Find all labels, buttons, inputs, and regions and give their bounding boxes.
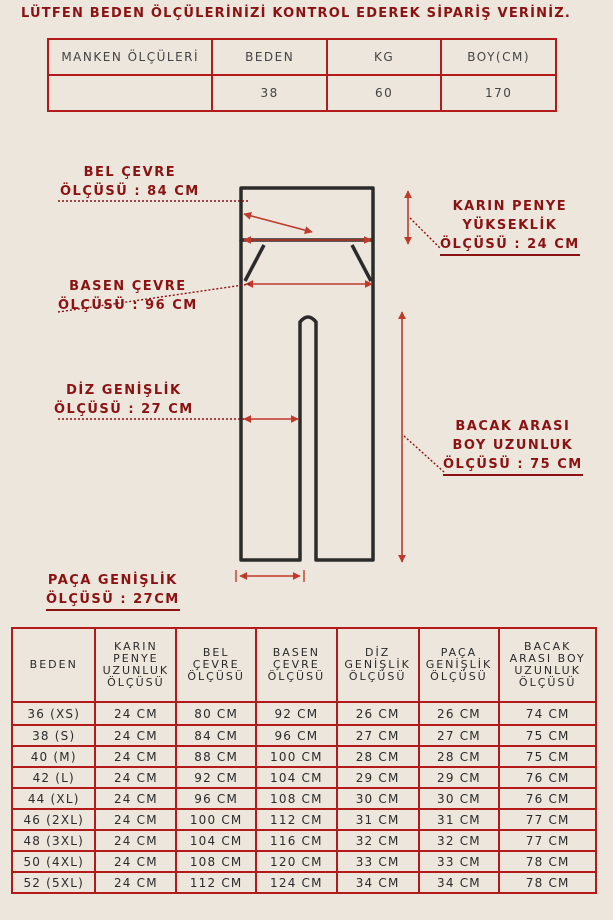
size-value-cell: 96 CM [176, 788, 256, 809]
mannequin-header-cell: BOY(CM) [441, 39, 556, 75]
size-value-cell: 24 CM [95, 851, 176, 872]
size-value-cell: 28 CM [337, 746, 419, 767]
table-row [12, 788, 596, 809]
mannequin-value-cell: 60 [327, 75, 441, 111]
size-header-cell: KARIN PENYE UZUNLUK ÖLÇÜSÜ [95, 628, 176, 702]
hip-annotation [58, 277, 198, 315]
size-value-cell: 108 CM [176, 851, 256, 872]
belly-label-line1: KARIN PENYE [452, 199, 568, 214]
size-value-cell: 78 CM [499, 851, 596, 872]
size-header-cell: BASEN ÇEVRE ÖLÇÜSÜ [256, 628, 337, 702]
page-title: LÜTFEN BEDEN ÖLÇÜLERİNİZİ KONTROL EDEREK SİPARİŞ VERİNİZ. [21, 6, 572, 21]
size-value-cell: 32 CM [337, 830, 419, 851]
knee-label-line2: ÖLÇÜSÜ : 27 CM [54, 402, 194, 417]
size-value-cell: 116 CM [256, 830, 337, 851]
size-value-cell: 88 CM [176, 746, 256, 767]
table-row [12, 725, 596, 746]
size-value-cell: 78 CM [499, 872, 596, 893]
size-value-cell: 24 CM [95, 702, 176, 725]
size-header-cell: BEL ÇEVRE ÖLÇÜSÜ [176, 628, 256, 702]
size-value-cell: 104 CM [256, 767, 337, 788]
size-value-cell: 80 CM [176, 702, 256, 725]
size-value-cell: 124 CM [256, 872, 337, 893]
size-value-cell: 31 CM [337, 809, 419, 830]
size-value-cell: 24 CM [95, 788, 176, 809]
size-value-cell: 108 CM [256, 788, 337, 809]
waist-label-line1: BEL ÇEVRE [83, 165, 177, 180]
size-header-cell: DİZ GENİŞLİK ÖLÇÜSÜ [337, 628, 419, 702]
inseam-label-line2: BOY UZUNLUK [452, 438, 574, 453]
size-chart-header-row [12, 628, 596, 702]
size-header-cell: PAÇA GENİŞLİK ÖLÇÜSÜ [419, 628, 500, 702]
mannequin-header-cell: MANKEN ÖLÇÜLERİ [48, 39, 212, 75]
belly-label-line2: YÜKSEKLİK [462, 218, 558, 233]
inseam-label-line1: BACAK ARASI [455, 419, 571, 434]
size-value-cell: 29 CM [419, 767, 500, 788]
size-value-cell: 24 CM [95, 746, 176, 767]
size-value-cell: 27 CM [337, 725, 419, 746]
size-value-cell: 120 CM [256, 851, 337, 872]
hip-label-line2: ÖLÇÜSÜ : 96 CM [58, 298, 198, 313]
hip-label-line1: BASEN ÇEVRE [69, 279, 187, 294]
size-value-cell: 92 CM [256, 702, 337, 725]
size-value-cell: 24 CM [95, 767, 176, 788]
size-value-cell: 26 CM [419, 702, 500, 725]
size-label-cell: 44 (XL) [12, 788, 95, 809]
knee-annotation [54, 381, 194, 419]
inseam-annotation [443, 417, 583, 476]
size-value-cell: 76 CM [499, 767, 596, 788]
size-value-cell: 32 CM [419, 830, 500, 851]
size-value-cell: 75 CM [499, 725, 596, 746]
size-header-cell: BEDEN [12, 628, 95, 702]
size-value-cell: 27 CM [419, 725, 500, 746]
size-value-cell: 96 CM [256, 725, 337, 746]
knee-label-line1: DİZ GENİŞLİK [66, 383, 182, 398]
size-value-cell: 77 CM [499, 809, 596, 830]
table-row [12, 872, 596, 893]
size-label-cell: 52 (5XL) [12, 872, 95, 893]
size-value-cell: 24 CM [95, 872, 176, 893]
size-value-cell: 28 CM [419, 746, 500, 767]
table-row [12, 809, 596, 830]
size-label-cell: 50 (4XL) [12, 851, 95, 872]
size-label-cell: 38 (S) [12, 725, 95, 746]
size-value-cell: 33 CM [337, 851, 419, 872]
size-value-cell: 75 CM [499, 746, 596, 767]
table-row [12, 767, 596, 788]
mannequin-header-cell: KG [327, 39, 441, 75]
size-value-cell: 24 CM [95, 809, 176, 830]
size-value-cell: 34 CM [337, 872, 419, 893]
size-value-cell: 26 CM [337, 702, 419, 725]
inseam-label-line3: ÖLÇÜSÜ : 75 CM [443, 455, 583, 476]
size-value-cell: 30 CM [419, 788, 500, 809]
table-row [12, 746, 596, 767]
hem-annotation [46, 571, 180, 611]
size-header-cell: BACAK ARASI BOY UZUNLUK ÖLÇÜSÜ [499, 628, 596, 702]
size-label-cell: 46 (2XL) [12, 809, 95, 830]
belly-annotation [440, 197, 580, 256]
belly-leader-line [410, 218, 440, 248]
size-value-cell: 76 CM [499, 788, 596, 809]
size-value-cell: 104 CM [176, 830, 256, 851]
size-label-cell: 42 (L) [12, 767, 95, 788]
size-value-cell: 29 CM [337, 767, 419, 788]
size-value-cell: 112 CM [256, 809, 337, 830]
size-value-cell: 100 CM [176, 809, 256, 830]
size-value-cell: 24 CM [95, 725, 176, 746]
size-value-cell: 74 CM [499, 702, 596, 725]
waist-label-line2: ÖLÇÜSÜ : 84 CM [60, 184, 200, 199]
hem-label-line1: PAÇA GENİŞLİK [47, 573, 178, 588]
size-value-cell: 33 CM [419, 851, 500, 872]
size-chart-table [11, 627, 597, 894]
belly-label-line3: ÖLÇÜSÜ : 24 CM [440, 235, 580, 256]
table-row [12, 851, 596, 872]
waist-annotation [60, 163, 200, 201]
size-value-cell: 77 CM [499, 830, 596, 851]
inseam-leader-line [404, 436, 444, 472]
size-label-cell: 40 (M) [12, 746, 95, 767]
table-row [12, 830, 596, 851]
waist-measure-line [244, 214, 312, 232]
size-label-cell: 48 (3XL) [12, 830, 95, 851]
size-value-cell: 24 CM [95, 830, 176, 851]
mannequin-header-cell: BEDEN [212, 39, 327, 75]
table-row [12, 702, 596, 725]
size-value-cell: 31 CM [419, 809, 500, 830]
mannequin-value-cell: 170 [441, 75, 556, 111]
mannequin-value-cell: 38 [212, 75, 327, 111]
size-label-cell: 36 (XS) [12, 702, 95, 725]
size-value-cell: 84 CM [176, 725, 256, 746]
size-value-cell: 92 CM [176, 767, 256, 788]
hem-label-line2: ÖLÇÜSÜ : 27CM [46, 590, 180, 611]
size-value-cell: 30 CM [337, 788, 419, 809]
size-value-cell: 100 CM [256, 746, 337, 767]
pants-outline [241, 188, 373, 560]
size-value-cell: 112 CM [176, 872, 256, 893]
size-value-cell: 34 CM [419, 872, 500, 893]
